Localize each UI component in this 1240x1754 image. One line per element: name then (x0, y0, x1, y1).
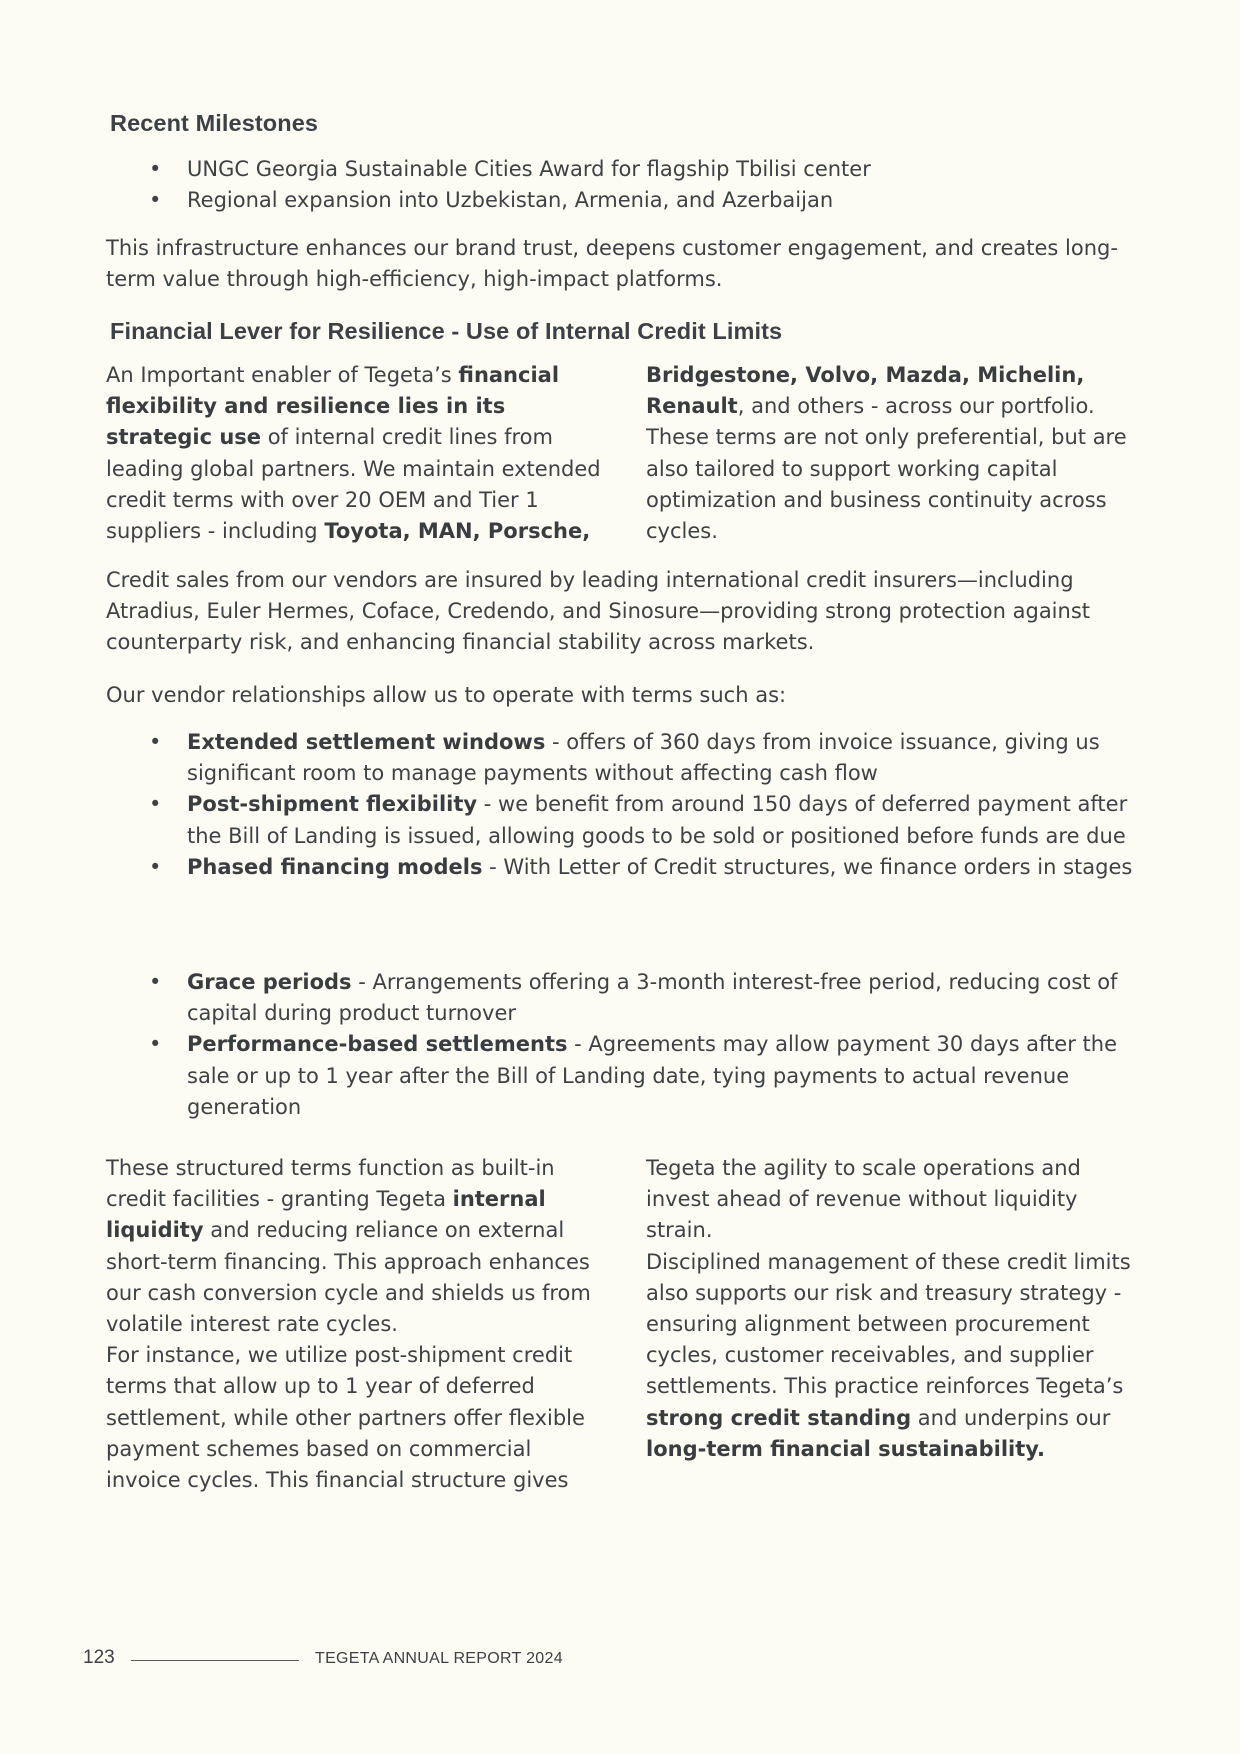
credit-right-paragraph: Bridgestone, Volvo, Mazda, Michelin, Renault, and others - across our portfolio. These terms are not only preferential, but are also tailored to support working capital optimization and business continuity across cycles. (646, 363, 1127, 544)
bullet-icon: • (149, 188, 162, 213)
structured-right-paragraph-2: Disciplined management of these credit limits also supports our risk and treasury strategy - ensuring alignment between procurement cycles, customer receivables, and supplier settlements. This practice reinforces Tegeta’s strong credit standing and underpins our long-term financial sustainability. (646, 1249, 1131, 1461)
milestones-list (106, 154, 1166, 216)
credit-left-paragraph: An Important enabler of Tegeta’s financial flexibility and resilience lies in its strategic use of internal credit lines from leading global partners. We maintain extended credit terms with over 20 OEM and Tier 1 suppliers - including Toyota, MAN, Porsche, (106, 363, 601, 544)
milestones-heading: Recent Milestones (110, 110, 319, 136)
bullet-icon: • (149, 970, 162, 994)
insurers-paragraph: Credit sales from our vendors are insured by leading international credit insurers—including Atradius, Euler Hermes, Coface, Credendo, and Sinosure—providing strong protection against counterparty risk, and enhancing financial stability across markets. (106, 568, 1091, 655)
structured-right-paragraph: Tegeta the agility to scale operations and invest ahead of revenue without liquidity strain. (646, 1156, 1081, 1243)
bullet-icon: • (149, 730, 162, 754)
bullet-icon: • (149, 157, 162, 181)
list-item: • Performance-based settlements - Agreements may allow payment 30 days after the sale or up to 1 year after the Bill of Landing date, tying payments to actual revenue generation (106, 1029, 1166, 1123)
list-item: • Post-shipment flexibility - we benefit from around 150 days of deferred payment after the Bill of Landing is issued, allowing goods to be sold or positioned before funds are due (106, 789, 1166, 851)
milestones-summary: This infrastructure enhances our brand trust, deepens customer engagement, and creates long-term value through high-efficiency, high-impact platforms. (106, 236, 1118, 292)
list-item: • Phased financing models - With Letter of Credit structures, we finance orders in stages (106, 852, 1166, 883)
list-item: • Grace periods - Arrangements offering a 3-month interest-free period, reducing cost of capital during product turnover (106, 967, 1166, 1029)
bullet-icon: • (149, 854, 162, 879)
list-item: • Regional expansion into Uzbekistan, Armenia, and Azerbaijan (106, 185, 1166, 216)
list-item: • UNGC Georgia Sustainable Cities Award for flagship Tbilisi center (106, 154, 1166, 185)
footer-title: TEGETA ANNUAL REPORT 2024 (315, 1650, 563, 1667)
credit-heading: Financial Lever for Resilience - Use of Internal Credit Limits (110, 318, 783, 344)
bullet-icon: • (149, 792, 162, 817)
structured-left-paragraph-2: For instance, we utilize post-shipment credit terms that allow up to 1 year of deferred settlement, while other partners offer flexible payment schemes based on commercial invoice cycles. This financial structure gives (106, 1343, 585, 1493)
structured-left-paragraph: These structured terms function as built-in credit facilities - granting Tegeta internal liquidity and reducing reliance on external short-term financing. This approach enhances our cash conversion cycle and shields us from volatile interest rate cycles. (106, 1156, 591, 1337)
structured-left-column (106, 1153, 611, 1496)
list-item: • Extended settlement windows - offers of 360 days from invoice issuance, giving us significant room to manage payments without affecting cash flow (106, 727, 1166, 789)
terms-list (106, 727, 1166, 883)
footer-divider (131, 1660, 299, 1661)
page-number: 123 (83, 1647, 115, 1668)
structured-right-column (646, 1153, 1141, 1465)
bullet-icon: • (149, 1032, 162, 1057)
terms-list-continued (106, 967, 1166, 1123)
terms-intro: Our vendor relationships allow us to operate with terms such as: (106, 683, 787, 707)
